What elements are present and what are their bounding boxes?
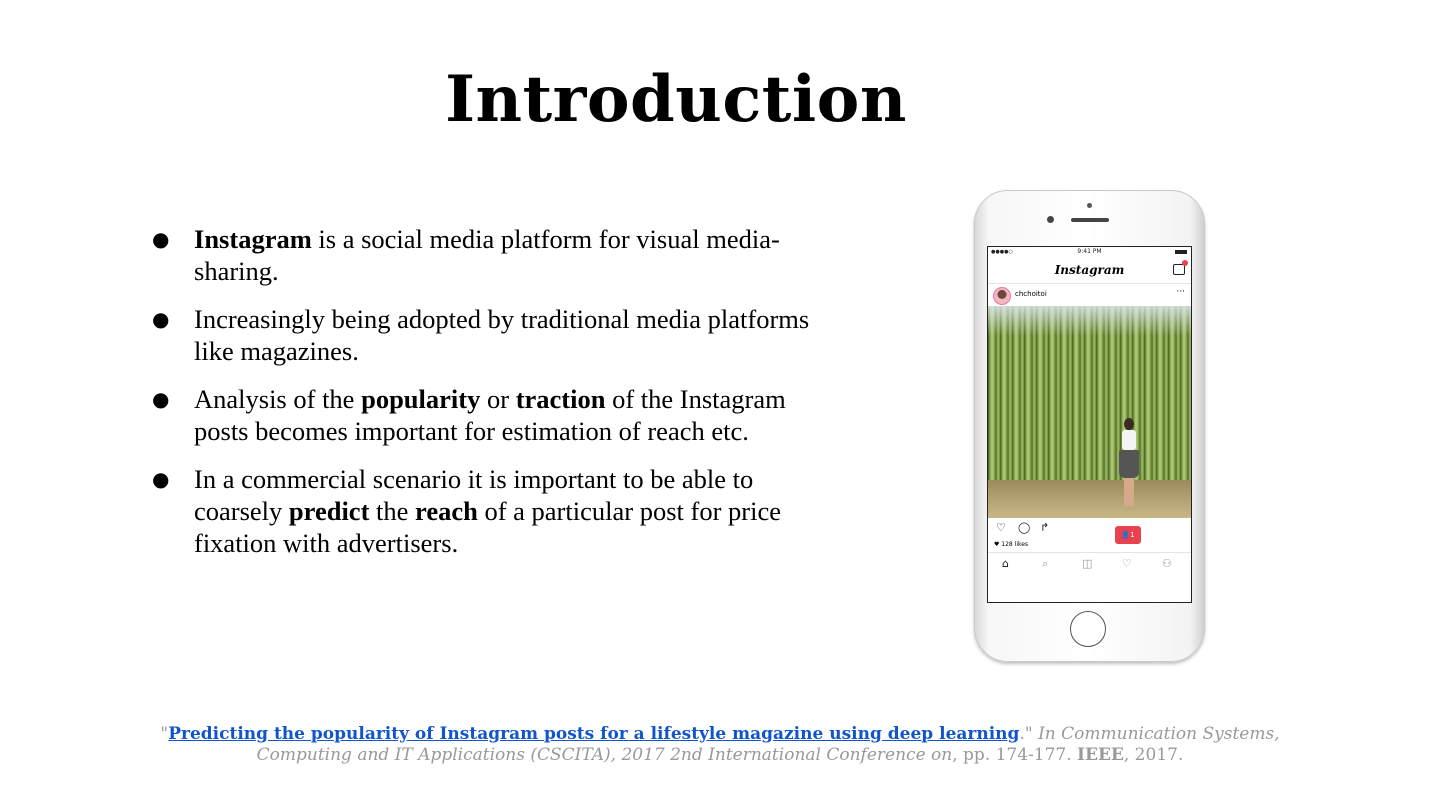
phone-camera bbox=[1047, 216, 1054, 223]
heart-icon: ♡ bbox=[996, 521, 1006, 534]
phone-speaker bbox=[1071, 218, 1109, 222]
notification-dot-icon bbox=[1182, 260, 1188, 266]
citation bbox=[150, 724, 1290, 766]
bullet-emphasis: popularity bbox=[361, 384, 481, 414]
bullet-list bbox=[152, 223, 812, 575]
profile-icon: ⚇ bbox=[1162, 557, 1172, 570]
instagram-logo: Instagram bbox=[1054, 263, 1125, 277]
share-icon: ↱ bbox=[1040, 521, 1050, 534]
citation-year: , 2017. bbox=[1123, 745, 1184, 765]
phone-mockup bbox=[974, 190, 1205, 662]
bullet-text: Analysis of the bbox=[194, 384, 362, 414]
likes-count: ♥ 128 likes bbox=[994, 541, 1029, 548]
citation-publisher: IEEE bbox=[1077, 745, 1124, 765]
slide-title: Introduction bbox=[445, 62, 907, 137]
camera-icon: ◫ bbox=[1082, 557, 1093, 570]
post-username: chchoitoi bbox=[1015, 290, 1047, 298]
bullet-text: is a social media platform for visual media-sharing. bbox=[194, 224, 780, 286]
bullet-dot-icon: ● bbox=[152, 387, 170, 411]
status-bar bbox=[988, 247, 1191, 257]
bullet-emphasis: Instagram bbox=[194, 224, 312, 254]
bullet-emphasis: predict bbox=[288, 496, 370, 526]
bullet-text: the bbox=[369, 496, 416, 526]
status-time: 9:41 PM bbox=[1077, 248, 1102, 255]
post-header bbox=[988, 284, 1191, 306]
search-icon: ⌕ bbox=[1042, 557, 1049, 570]
citation-link[interactable]: Predicting the popularity of Instagram posts for a lifestyle magazine using deep learning bbox=[168, 724, 1020, 744]
bullet-text: In a commercial scenario it is important to be able to coarsely bbox=[194, 464, 754, 526]
bullet-text: Increasingly being adopted by traditional media platforms like magazines. bbox=[194, 304, 810, 366]
photo-person bbox=[1116, 418, 1142, 510]
post-photo bbox=[988, 306, 1191, 518]
citation-close-quote: ." bbox=[1019, 724, 1039, 744]
likes-row bbox=[988, 531, 1191, 552]
phone-screen bbox=[987, 246, 1192, 603]
avatar bbox=[993, 287, 1011, 305]
tab-bar bbox=[988, 552, 1191, 577]
follower-icon: 👤 bbox=[1121, 531, 1131, 539]
bullet-text: of a particular post for price fixation with advertisers. bbox=[194, 496, 781, 558]
post-actions bbox=[988, 518, 1191, 538]
activity-icon: ♡ bbox=[1122, 557, 1132, 570]
instagram-header bbox=[988, 257, 1191, 284]
bullet-dot-icon: ● bbox=[152, 227, 170, 251]
citation-venue: In Communication Systems, Computing and IT Applications (CSCITA), 2017 2nd International Conference on bbox=[256, 724, 1280, 765]
bullet-emphasis: traction bbox=[515, 384, 606, 414]
citation-open-quote: " bbox=[160, 724, 169, 744]
home-icon: ⌂ bbox=[1002, 557, 1009, 570]
bullet-dot-icon: ● bbox=[152, 307, 170, 331]
bullet-text: of the Instagram posts becomes important for estimation of reach etc. bbox=[194, 384, 786, 446]
activity-bubble bbox=[1115, 526, 1141, 544]
bullet-item bbox=[152, 303, 812, 367]
phone-home-button bbox=[1070, 611, 1106, 647]
photo-sky bbox=[988, 306, 1191, 336]
more-icon: ··· bbox=[1176, 287, 1185, 297]
bullet-item bbox=[152, 383, 812, 447]
signal-icon: ●●●●○ bbox=[991, 249, 1013, 255]
bullet-dot-icon: ● bbox=[152, 467, 170, 491]
bullet-emphasis: reach bbox=[415, 496, 478, 526]
bullet-item bbox=[152, 463, 812, 559]
citation-pages: , pp. 174-177. bbox=[952, 745, 1078, 765]
phone-mic bbox=[1087, 203, 1092, 208]
bullet-text: or bbox=[480, 384, 516, 414]
battery-icon bbox=[1175, 250, 1187, 254]
comment-icon: ◯ bbox=[1018, 521, 1031, 534]
bullet-item bbox=[152, 223, 812, 287]
photo-ground bbox=[988, 480, 1191, 518]
activity-count: 1 bbox=[1130, 531, 1135, 539]
